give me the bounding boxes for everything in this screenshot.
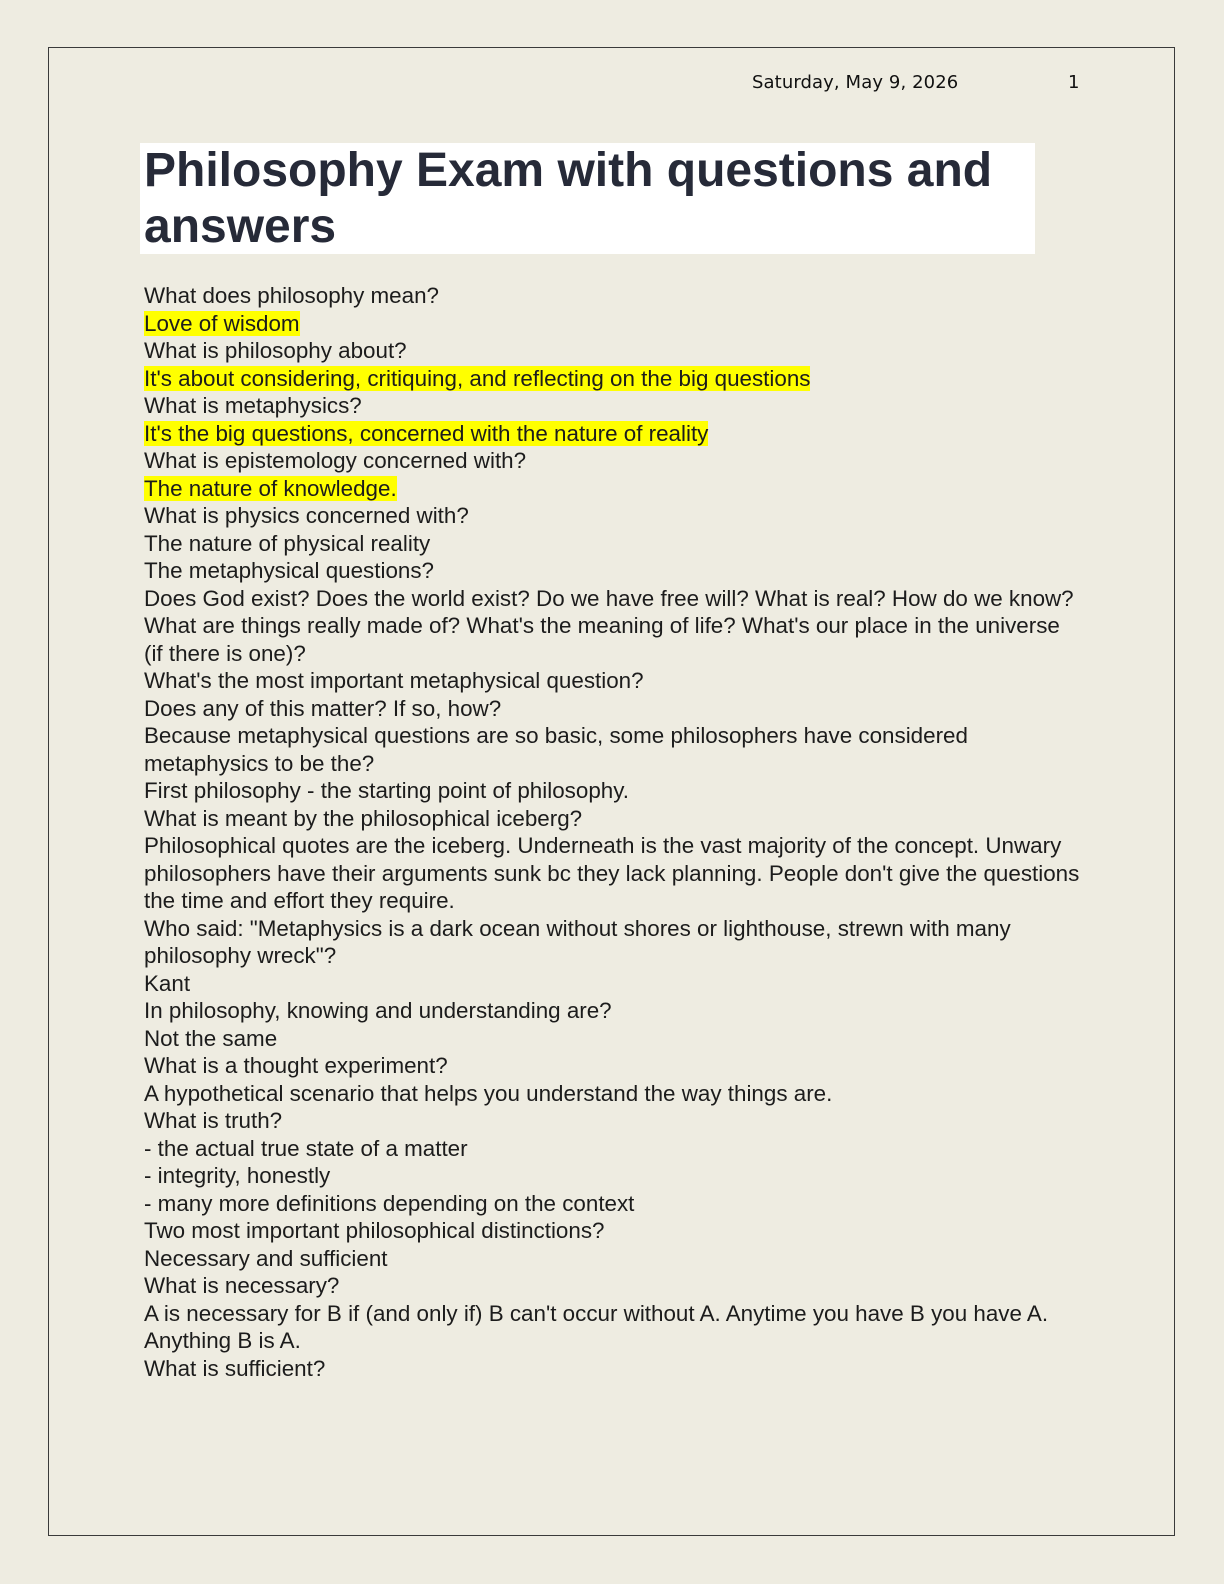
line-text: - many more definitions depending on the context (144, 1190, 635, 1216)
line-text: - the actual true state of a matter (144, 1135, 468, 1161)
text-line (144, 1272, 1084, 1300)
text-line (144, 1025, 1084, 1053)
line-text: The metaphysical questions? (144, 558, 434, 583)
text-line (144, 447, 1084, 475)
line-text: Who said: "Metaphysics is a dark ocean without shores or lighthouse, strewn with many philosophy wreck"? (144, 915, 1011, 968)
answer-line-highlighted (144, 420, 1084, 448)
line-text: What is metaphysics? (144, 393, 362, 418)
line-text: A hypothetical scenario that helps you understand the way things are. (144, 1080, 833, 1106)
text-line (144, 997, 1084, 1025)
text-line (144, 1245, 1084, 1273)
page-number: 1 (1068, 72, 1080, 93)
line-text: - integrity, honestly (144, 1163, 331, 1188)
line-text: A is necessary for B if (and only if) B can't occur without A. Anytime you have B you have A. Anything B is A. (144, 1300, 1049, 1353)
line-text: Not the same (144, 1025, 278, 1051)
line-text: Kant (144, 970, 191, 996)
document-title: Philosophy Exam with questions and answers (144, 144, 993, 253)
line-text: The nature of physical reality (144, 530, 431, 556)
text-line (144, 1355, 1084, 1383)
answer-line-highlighted (144, 475, 1084, 503)
text-line (144, 777, 1084, 805)
text-line (144, 805, 1084, 833)
line-text: Because metaphysical questions are so basic, some philosophers have considered metaphysics to be the? (144, 723, 968, 776)
line-text: What is meant by the philosophical iceberg? (144, 805, 583, 831)
line-text: What is a thought experiment? (144, 1053, 448, 1078)
line-text: It's about considering, critiquing, and reflecting on the big questions (144, 365, 811, 391)
text-line (144, 530, 1084, 558)
text-line (144, 337, 1084, 365)
line-text: Does any of this matter? If so, how? (144, 695, 502, 721)
text-line (144, 1217, 1084, 1245)
line-text: What is sufficient? (144, 1355, 326, 1381)
line-text: What is truth? (144, 1108, 283, 1133)
text-line (144, 667, 1084, 695)
line-text: What is epistemology concerned with? (144, 448, 527, 473)
text-line (144, 695, 1084, 723)
text-line (144, 502, 1084, 530)
text-line (144, 1300, 1084, 1355)
text-line (144, 1190, 1084, 1218)
line-text: Necessary and sufficient (144, 1245, 388, 1271)
answer-line-highlighted (144, 365, 1084, 393)
text-line (144, 585, 1084, 668)
text-line (144, 722, 1084, 777)
line-text: In philosophy, knowing and understanding are? (144, 998, 612, 1023)
line-text: The nature of knowledge. (144, 475, 397, 501)
line-text: Love of wisdom (144, 310, 300, 336)
document-body (144, 282, 1084, 1382)
line-text: It's the big questions, concerned with the nature of reality (144, 420, 709, 446)
text-line (144, 392, 1084, 420)
line-text: What is necessary? (144, 1273, 340, 1298)
line-text: Philosophical quotes are the iceberg. Underneath is the vast majority of the concept. Unwary philosophers have their arguments sunk bc they lack planning. People don't give the questions the time and effort they require. (144, 833, 1080, 913)
text-line (144, 1162, 1084, 1190)
header-date: Saturday, May 9, 2026 (752, 72, 959, 93)
line-text: What is physics concerned with? (144, 503, 469, 528)
line-text: First philosophy - the starting point of philosophy. (144, 778, 629, 803)
text-line (144, 557, 1084, 585)
line-text: What is philosophy about? (144, 338, 407, 363)
text-line (144, 915, 1084, 970)
text-line (144, 1107, 1084, 1135)
line-text: Does God exist? Does the world exist? Do we have free will? What is real? How do we know? What are things really made of? What's the meaning of life? What's our place in the universe (if there is one)? (144, 585, 1074, 666)
answer-line-highlighted (144, 310, 1084, 338)
text-line (144, 1135, 1084, 1163)
text-line (144, 1080, 1084, 1108)
text-line (144, 970, 1084, 998)
line-text: What's the most important metaphysical question? (144, 668, 644, 693)
text-line (144, 832, 1084, 915)
text-line (144, 282, 1084, 310)
text-line (144, 1052, 1084, 1080)
line-text: What does philosophy mean? (144, 283, 439, 308)
line-text: Two most important philosophical distinctions? (144, 1218, 605, 1243)
